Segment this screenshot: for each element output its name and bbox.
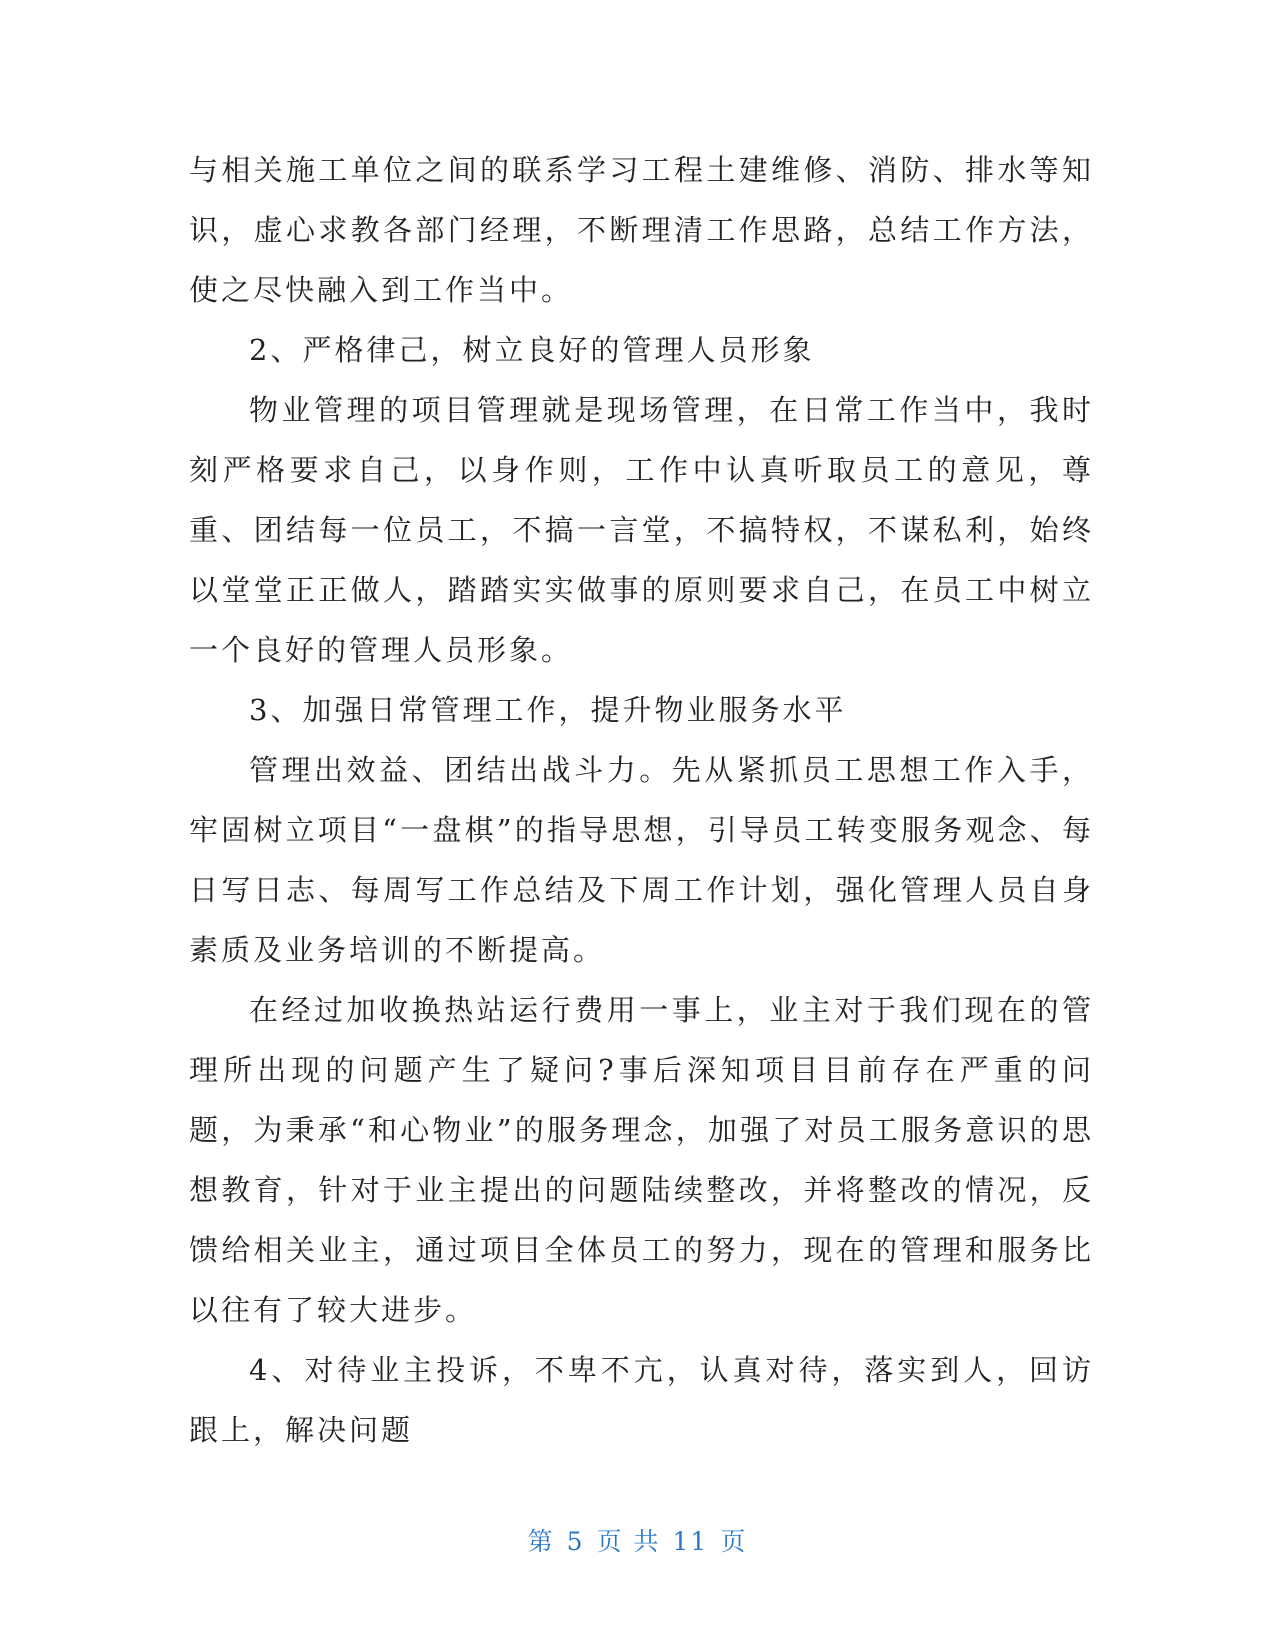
footer-suffix: 页: [720, 1527, 748, 1556]
document-body: [189, 140, 1094, 1460]
footer-page-number: 5: [566, 1527, 585, 1556]
paragraph-continuation: 与相关施工单位之间的联系学习工程土建维修、消防、排水等知识，虚心求教各部门经理，不断理清工作思路，总结工作方法，使之尽快融入到工作当中。: [189, 153, 1094, 307]
paragraph-heat-station: 在经过加收换热站运行费用一事上，业主对于我们现在的管理所出现的问题产生了疑问?事后深知项目目前存在严重的问题，为秉承“和心物业”的服务理念，加强了对员工服务意识的思想教育，针对于业主提出的问题陆续整改，并将整改的情况，反馈给相关业主，通过项目全体员工的努力，现在的管理和服务比以往有了较大进步。: [189, 993, 1094, 1327]
paragraph-management: 管理出效益、团结出战斗力。先从紧抓员工思想工作入手，牢固树立项目“一盘棋”的指导思想，引导员工转变服务观念、每日写日志、每周写工作总结及下周工作计划，强化管理人员自身素质及业务培训的不断提高。: [189, 753, 1094, 967]
section-heading-2: 2、严格律己，树立良好的管理人员形象: [249, 333, 815, 367]
footer-middle: 页 共: [596, 1527, 661, 1556]
section-heading-4: 4、对待业主投诉，不卑不亢，认真对待，落实到人，回访跟上，解决问题: [189, 1353, 1094, 1447]
footer-prefix: 第: [527, 1527, 555, 1556]
section-heading-3: 3、加强日常管理工作，提升物业服务水平: [249, 693, 847, 727]
footer-total-pages: 11: [672, 1527, 709, 1556]
page-footer: [0, 1522, 1275, 1558]
paragraph-self-discipline: 物业管理的项目管理就是现场管理，在日常工作当中，我时刻严格要求自己，以身作则，工作中认真听取员工的意见，尊重、团结每一位员工，不搞一言堂，不搞特权，不谋私利，始终以堂堂正正做人，踏踏实实做事的原则要求自己，在员工中树立一个良好的管理人员形象。: [189, 393, 1094, 667]
